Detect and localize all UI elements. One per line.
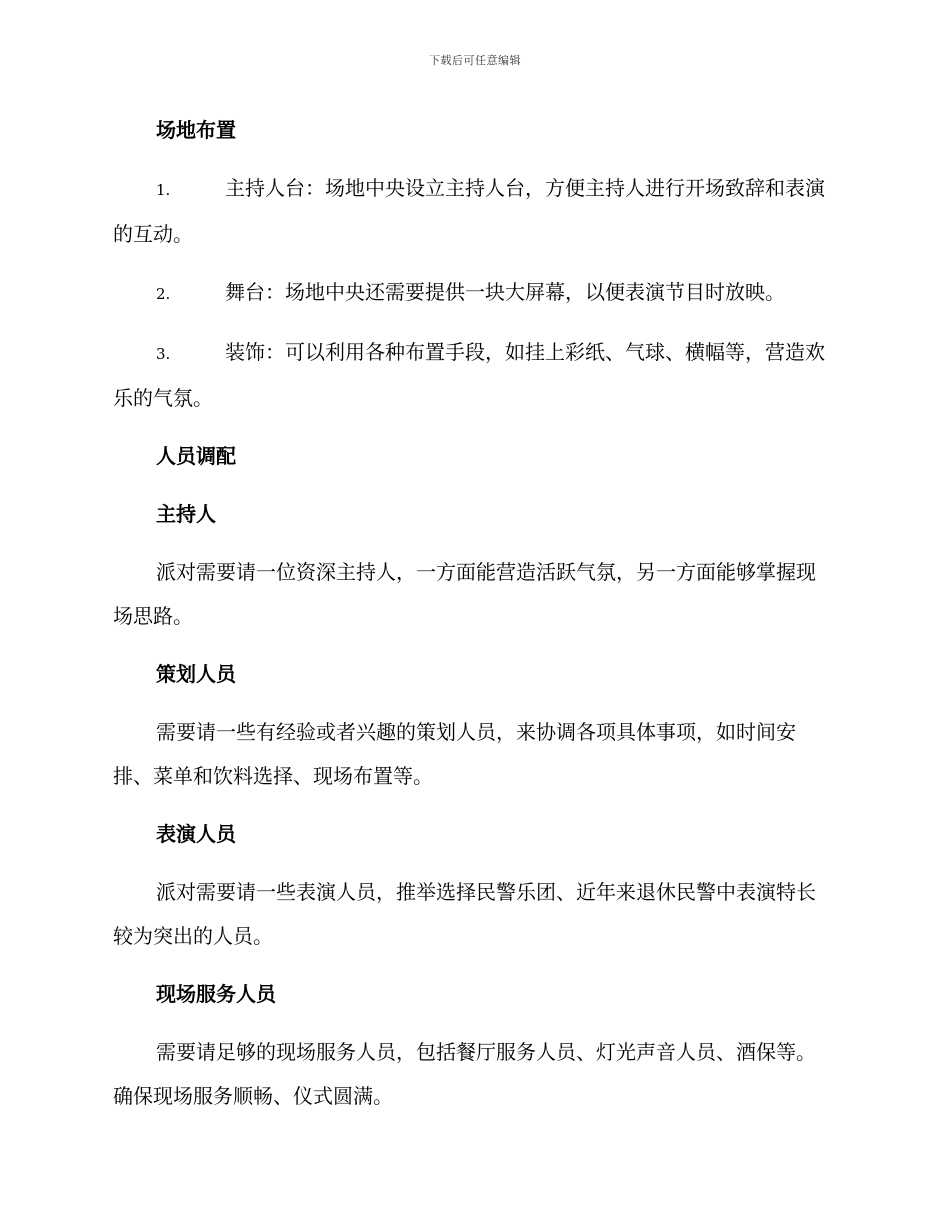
paragraph-planners: 需要请一些有经验或者兴趣的策划人员，来协调各项具体事项，如时间安排、菜单和饮料选择、现场布置等。 [113,720,796,788]
section-heading-staffing: 人员调配 [156,444,236,468]
list-number: 2. [156,285,171,303]
paragraph-performers: 派对需要请一些表演人员，推举选择民警乐团、近年来退休民警中表演特长较为突出的人员。 [113,880,816,948]
list-item-text: 主持人台：场地中央设立主持人台，方便主持人进行开场致辞和表演的互动。 [113,176,825,246]
list-number: 3. [156,345,171,363]
list-number: 1. [156,181,171,199]
section-heading-performers: 表演人员 [156,822,236,846]
section-heading-venue: 场地布置 [156,118,236,142]
document-body [113,108,835,1132]
header-note: 下载后可任意编辑 [429,54,521,67]
section-heading-host: 主持人 [156,502,216,526]
paragraph-service: 需要请足够的现场服务人员，包括餐厅服务人员、灯光声音人员、酒保等。确保现场服务顺畅、仪式圆满。 [113,1040,816,1108]
section-heading-service: 现场服务人员 [156,982,276,1006]
section-heading-planners: 策划人员 [156,662,236,686]
list-item [113,330,835,420]
list-item-text: 舞台：场地中央还需要提供一块大屏幕，以便表演节目时放映。 [225,280,785,304]
paragraph-host: 派对需要请一位资深主持人，一方面能营造活跃气氛，另一方面能够掌握现场思路。 [113,560,816,628]
list-item-text: 装饰：可以利用各种布置手段，如挂上彩纸、气球、横幅等，营造欢乐的气氛。 [113,340,825,410]
list-item [113,166,835,256]
list-item [113,270,835,316]
